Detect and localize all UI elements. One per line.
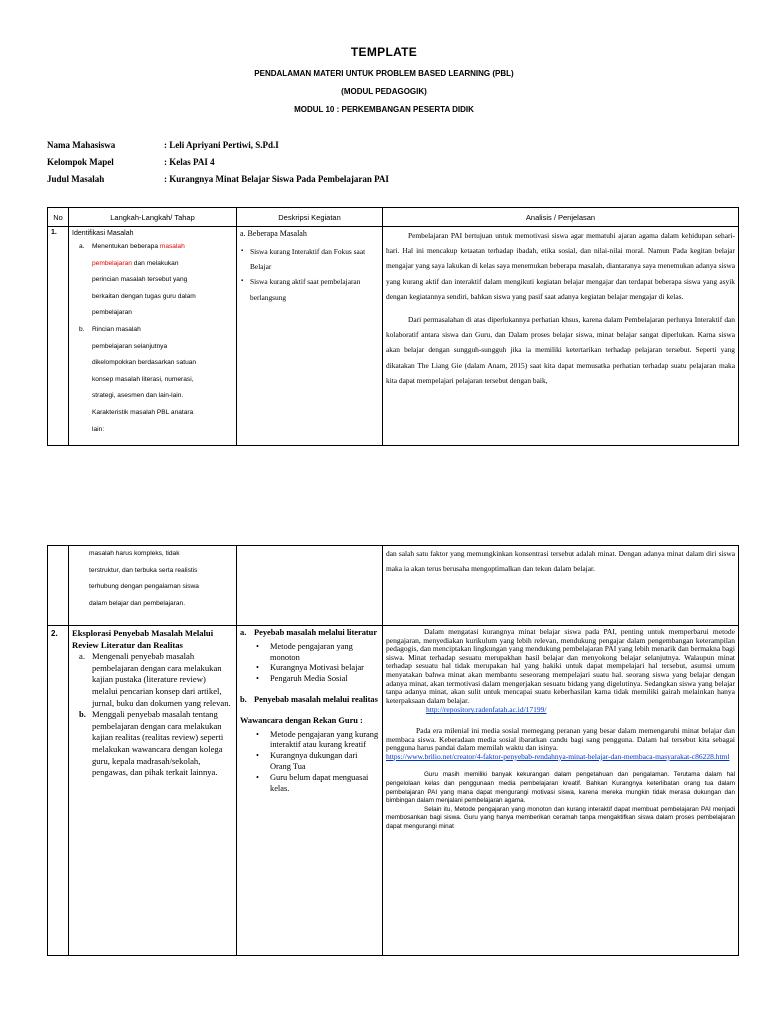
row1-cont-description — [237, 546, 383, 626]
row2-desc-a-list — [240, 642, 379, 685]
nama-label: Nama Mahasiswa — [47, 140, 116, 150]
row1-step-a-line2 — [92, 256, 233, 273]
row1-desc-item: ▪ Siswa kurang aktif saat pembelajaran berlangsung — [250, 274, 379, 304]
row1-step-a-prefix: a. — [79, 243, 85, 250]
header-deskripsi: Deskripsi Kegiatan — [237, 208, 383, 227]
row1-cont-analysis-p: dan salah satu faktor yang memungkinkan konsentrasi tersebut adalah minat. Dengan adanya minat dalam diri siswa maka ia akan terus berusaha mengoptimalkan dan tekun dalam belajar. — [386, 549, 735, 574]
row2-step-title-1: Eksplorasi Penyebab Masalah Melalui — [72, 628, 214, 638]
table-row-1 — [48, 227, 739, 446]
row1-step-title: Identifikasi Masalah — [72, 230, 134, 237]
row1-number: 1. — [48, 227, 69, 446]
row1-desc-list — [240, 244, 379, 305]
header-analisis: Analisis / Penjelasan — [383, 208, 739, 227]
row1-cont-analysis — [383, 546, 739, 626]
row1-step-a-line4: berkaitan dengan tugas guru dalam — [92, 292, 196, 300]
row1-step-b-prefix: b. — [79, 325, 85, 333]
row2-desc-a-prefix: a. — [240, 628, 247, 637]
row1-step-b-line4: konsep masalah literasi, numerasi, — [92, 375, 194, 383]
row1-step-b-line1: Rincian masalah — [92, 325, 141, 333]
row1-step-a-text1: Menentukan beberapa — [92, 243, 160, 250]
row2-desc-b — [240, 695, 379, 706]
row1-step-b-line3: dikelompokkan berdasarkan satuan — [92, 359, 197, 367]
row2-number: 2. — [48, 626, 69, 956]
row2-step-a-text: Mengenali penyebab masalah pembelajaran dengan cara melakukan kajian pustaka (literature review) melalui pencarian konsep dari artikel, jurnal, buku dan dokumen yang relevan. — [92, 651, 231, 708]
nama-value: : Leli Apriyani Pertiwi, S.Pd.I — [164, 140, 279, 150]
row2-step-b-prefix: b. — [79, 709, 86, 720]
row2-desc-c-item: • Metode pengajaran yang kurang interaktif atau kurang kreatif — [270, 730, 379, 752]
row1-analysis-p2: Dari permasalahan di atas diperlukannya perhatian khsus, karena dalam Pembelajaran perlunya Interaktif dan kolaboratif antara siswa dan Guru, dan Dalam proses belajar siswa, minat belajar sangat diperlukan. Karna siswa akan belajar dengan sungguh-sungguh jika ia memiliki ketertarikan terhadap pelajaran tersebut. Seperti yang dikatakan The Liang Gie (dalam Anam, 2015) saat kita dapat memusatka perhatian terhadap suatu pelajaran maka kita dapat mempelajari pelajaran tersebut dengan baik, — [386, 315, 735, 385]
row1-step-b-line6: Karakteristik masalah PBL anatara — [92, 408, 194, 416]
document-title: TEMPLATE — [350, 45, 418, 59]
row1-cont-step-line: masalah harus kompleks, tidak — [89, 550, 180, 557]
row2-step — [69, 626, 237, 956]
row2-analysis — [383, 626, 739, 956]
document-subtitle-module-number: MODUL 10 : PERKEMBANGAN PESERTA DIDIK — [294, 105, 474, 114]
header-no: No — [48, 208, 69, 227]
row2-desc-c-item: • Guru belum dapat menguasai kelas. — [270, 773, 379, 795]
judul-label: Judul Masalah — [47, 174, 105, 184]
row2-link-2-wrap — [386, 753, 735, 762]
row2-step-a-prefix: a. — [79, 651, 85, 662]
row1-step-a-line5: pembelajaran — [92, 309, 132, 317]
row1-step — [69, 227, 237, 446]
kelompok-label: Kelompok Mapel — [47, 157, 114, 167]
row2-desc-a-item: • Metode pengajaran yang monoton — [270, 642, 379, 664]
judul-value: : Kurangnya Minat Belajar Siswa Pada Pembelajaran PAI — [164, 174, 389, 184]
row2-step-title-2: Review Literatur dan Realitas — [72, 639, 183, 650]
table-row-2 — [48, 626, 739, 956]
row2-desc-a-item: • Kurangnya Motivasi belajar — [270, 663, 379, 674]
row2-description — [237, 626, 383, 956]
row1-desc-item: ▪ Siswa kurang Interaktif dan Fokus saat Belajar — [250, 244, 379, 274]
row1-step-b-line5: strategi, asesmen dan lain-lain. — [92, 392, 184, 400]
row2-desc-a — [240, 628, 379, 639]
row2-desc-b-prefix: b. — [240, 694, 247, 704]
row2-reference-link-2[interactable]: https://www.brilio.net/creator/4-faktor-penyebab-rendahnya-minat-belajar-dan-membaca-masyarakat-c86228.html — [386, 751, 730, 761]
row1-cont-number — [48, 546, 69, 626]
row2-desc-b-title: Penyebab masalah melalui realitas — [254, 694, 378, 704]
row1-cont-step-line: terstruktur, dan terbuka serta realistis — [89, 566, 198, 574]
row2-desc-c-list — [240, 730, 379, 795]
row1-analysis — [383, 227, 739, 446]
row2-desc-c-title: Wawancara dengan Rekan Guru : — [240, 715, 363, 725]
row1-desc-title: a. Beberapa Masalah — [240, 229, 307, 238]
row2-link-1-wrap — [386, 706, 735, 715]
row2-step-b — [72, 709, 233, 779]
row2-step-a — [72, 651, 233, 709]
row1-step-a-line1 — [92, 239, 233, 256]
row2-analysis-p1: Dalam mengatasi kurangnya minat belajar siswa pada PAI, penting untuk memperbarui metode pengajaran, menyediakan kurikulum yang lebih relevan, mendukung pengajar dalam pengembangan keterampilan pedagogis, dan menciptakan lingkungan yang mendukung pembelajaran PAI yang lebih menarik dan bermakna bagi siswa. Minat terhadap sesuatu merupakhan hasil belajar dan menyokong belajar selanjutnya. Walaupun minat terhadap sesuatu hal tidak merupakan hal yang hakiki untuk dapat mempelajari hal tersebut, asumsi umum menyatakan bahwa minat akan membantu seseorang mempelajari suatu hal. seorang siswa yang belajar dengan adanya minat, akan termotivasi dalam mengerjakan sesuatu bidang yang digelutinya. Sedangkan siswa yang belajar tanpa adanya minat, akan sulit untuk mencapai suatu keberhasilan karna tidak memiliki gairah melainkan hanya keterpaksaan dalam belajar. — [386, 627, 735, 705]
row1-step-a — [72, 239, 233, 322]
row1-cont-step-line: terhubung dengan pengalaman siswa — [89, 583, 199, 591]
pbl-table-part1 — [47, 207, 739, 446]
row2-analysis-p3: Guru masih memiliki banyak kekurangan dalam pengetahuan dan pengalaman. Terutama dalam hal pengelolaan kelas dan penggunaan media pembelajaran kreatif. Bahkan Kurangnya keterlibatan orang tua dalam pembelajaran PAI yang mana dapat mengurangi motivasi siswa, karena mereka mungkin tidak merasa dukungan dan bimbingan dalam menjalani pembelajaran agama. — [386, 771, 735, 805]
row1-step-b — [72, 322, 233, 438]
row1-analysis-p1: Pembelajaran PAI bertujuan untuk memotivasi siswa agar mematuhi ajaran agama dalam kehidupan sehari-hari. Hal ini mencakup ketaatan terhadap ibadah, etika sosial, dan nilai-nilai moral. Namun Pada kegitan belajar mengajar yang saya lakukan di kelas saya menemukan beberapa masalah, diantaranya saya menemukan adanya siswa yang kurang aktif dan interaktif dalam mengikuti kegiatan belajar mengajar dan terdapat beberapa siswa yang asyik dengan kegiatannya sendiri, bahkan siswa yang pasif saat adanya kegiatan belajar mengajar di kelas. — [386, 231, 735, 301]
document-subtitle: PENDALAMAN MATERI UNTUK PROBLEM BASED LEARNING (PBL) — [254, 69, 514, 78]
row2-reference-link-1[interactable]: http://repository.radenfatah.ac.id/17199/ — [426, 705, 547, 715]
row1-description — [237, 227, 383, 446]
row2-analysis-p4: Selain itu, Metode pengajaran yang monoton dan kurang interaktif dapat membuat pembelajaran PAI menjadi membosankan bagi siswa. Guru yang hanya memberikan ceramah tanpa mengaktifkan siswa dalam proses pembelajaran dapat mengurangi minat — [386, 805, 735, 830]
row1-cont-step-line: dalam belajar dan pembelajaran. — [89, 599, 186, 607]
row2-desc-a-item: • Pengaruh Media Sosial — [270, 674, 379, 685]
document-subtitle-modul: (MODUL PEDAGOGIK) — [341, 87, 427, 96]
table-header-row — [48, 208, 739, 227]
row2-desc-a-title: Peyebab masalah melalui literatur — [254, 628, 378, 637]
row2-analysis-p2: Pada era milenial ini media sosial memegang peranan yang besar dalam memengaruhi minat belajar dan membaca siswa. Keberadaan media sosial ibaratkan candu bagi sang pengguna. Dalam hal tersebut kita sebagai pengguna harus pandai dalam memilah waktu dan isinya. — [386, 725, 735, 753]
row1-step-a-line3: perincian masalah tersebut yang — [92, 276, 188, 284]
table-row-1-continued — [48, 546, 739, 626]
row1-step-a-red2: pembelajaran — [92, 259, 132, 267]
row2-step-b-text: Menggali penyebab masalah tentang pembelajaran dengan cara melakukan kajian realitas (realitas review) seperti melakukan wawancara dengan kolega guru, kepala madrasah/sekolah, pengawas, dan pihak terkait lainnya. — [92, 709, 224, 778]
row1-step-b-line2: pembelajaran selanjutnya — [92, 342, 168, 350]
row1-step-a-red1: masalah — [159, 243, 185, 250]
row1-step-b-line7: lain: — [92, 425, 105, 433]
header-langkah: Langkah-Langkah/ Tahap — [69, 208, 237, 227]
row1-cont-step — [69, 546, 237, 626]
row2-desc-c-item: • Kurangnya dukungan dari Orang Tua — [270, 751, 379, 773]
kelompok-value: : Kelas PAI 4 — [164, 157, 215, 167]
pbl-table-part2 — [47, 545, 739, 956]
row1-step-a-text2: dan melakukan — [131, 259, 179, 267]
